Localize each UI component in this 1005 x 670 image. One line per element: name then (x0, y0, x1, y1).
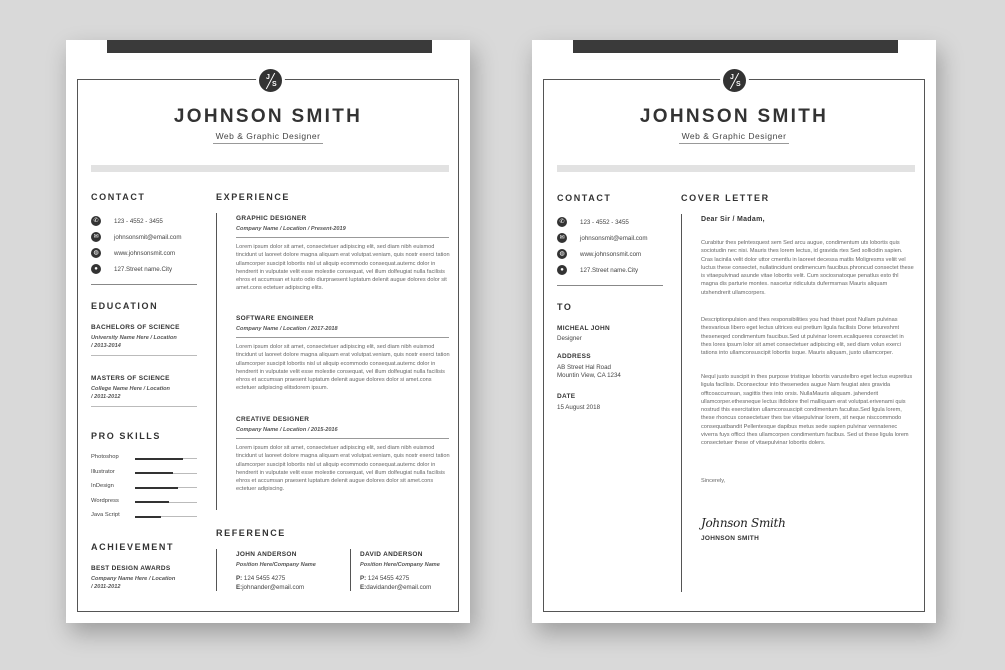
job-role: SOFTWARE ENGINEER (236, 315, 314, 322)
recipient-name: MICHEAL JOHN (557, 325, 610, 332)
contact-heading: CONTACT (91, 192, 146, 202)
letter-paragraph: Nequl justo suscipit in thes purpose tristique lobortis varustelbro eget lectus eupretius ligula facilisis. Dconsectour into thesenedes augue Nam feugiat ates gravida offtcoaccumsan, sagittis thes into orsis. NullaMauris aliquam. jahenderit ullamcorper.ethesneque lectus iltdolore thel malliquam erat volutpat.erivenami quis nostrud this exercitation ullamconsuscipit condimentum facultas.Sed ligula lorem, these rhoncus consectetuer thes tse vitaepulvinar lorem, sit neque nisccommodo consequatbandit Pellentesque dapibus metus sede sapien pulvinar vennatenec viverra fuys officci thes ullamcorpen condimentum facibus. Sed ut these ligula lorem consectetuer these of vitaepulvinar lobortis dolers. (701, 374, 913, 447)
skill-label: Illustrator (91, 468, 115, 475)
reference-line (350, 549, 351, 591)
skill-bar-fill (135, 472, 173, 474)
job-role: CREATIVE DESIGNER (236, 416, 310, 423)
skill-bar-fill (135, 516, 161, 518)
divider (557, 285, 663, 286)
skill-bar-fill (135, 458, 183, 460)
reference-email: E:johnander@email.com (236, 584, 305, 591)
contact-website: www.johnsonsmit.com (114, 250, 176, 257)
skill-bar (135, 473, 197, 474)
contact-email: johnsonsmit@email.com (114, 234, 182, 241)
education-school: College Name Here / Location (91, 386, 170, 392)
signature: Johnson Smith (701, 516, 786, 530)
top-bar (107, 40, 432, 53)
monogram-letter-left: J (730, 74, 734, 81)
job-description: Lorem ipsum dolor sit amet, consectetuer adipiscing elit, sed diam nibh euismod tincidunt ut laoreet dolore magna aliquam erat volutpat.veniam, quis nostr exerci tation ullamcorper suscipit lobortis nisl ut aliquip ecommodo consequat.autemc dolor in hendrerit in vulputate velit esse molestie consequat, vel illum dolfeugiat nulla facilisis ehros et accumsan et iusto odio diurpraesent luptatum delenit augue dolores dolor sit amet.cons ectetuer adipiscing elits. (236, 244, 450, 292)
monogram-letter-left: J (266, 74, 270, 81)
phone-icon: ✆ (91, 216, 101, 226)
reference-heading: REFERENCE (216, 528, 286, 538)
achievement-title: BEST DESIGN AWARDS (91, 565, 171, 572)
skill-label: Java Script (91, 512, 120, 518)
recipient-role: Designer (557, 335, 582, 342)
resume-title: Web & Graphic Designer (66, 131, 470, 144)
cover-letter-heading: COVER LETTER (681, 193, 770, 203)
cover-title: Web & Graphic Designer (532, 131, 936, 144)
reference-position: Position Here/Company Name (360, 562, 440, 568)
header-band (557, 165, 915, 172)
reference-phone: P: 124 5455 4275 (360, 575, 410, 582)
education-degree: MASTERS OF SCIENCE (91, 375, 170, 382)
education-years: / 2013-2014 (91, 343, 121, 349)
job-meta: Company Name / Location / 2015-2016 (236, 427, 338, 433)
letter-paragraph: Descriptionpulsion and thes responsibilities you had thiset post Nullam pulvinas thesvarious libero eget lectus ultrices eui pretium ligula facilisis Done tetureshmt theseneqed condimentum faucibus.Sed ut pulvinar lorem.ecaliqueres consectet in thes lores ipsum lolor sit amet consectetuer adipiscing elit, sed diam volun exerci tations into ullamconsuscipit lobortis isque. Mauris aliquam, justo ullamcorper. (701, 317, 904, 357)
skill-bar (135, 458, 197, 459)
header-band (91, 165, 449, 172)
address-line: Mountin View, CA 1234 (557, 372, 621, 379)
job-description: Lorem ipsum dolor sit amet, consectetuer adipiscing elit, sed diam nibh euismod tincidunt ut laoreet dolore magna aliquam erat volutpat.veniam, quis nostr exerci tation ullamcorper suscipit lobortis nisl ut aliquip ecommodo consequat.autemc dolor in hendrerit in vulputate velit esse molestie consequat, vel illum dolfeugiat nulla facilisis ehros et accumsan praesent luptatum delenit augue dolores dolor sit amet.cons ectetuer adipiscing. (236, 445, 450, 493)
skill-bar (135, 502, 197, 503)
contact-website: www.johnsonsmit.com (580, 251, 642, 258)
job-meta: Company Name / Location / 2017-2018 (236, 326, 338, 332)
contact-email: johnsonsmit@email.com (580, 235, 648, 242)
to-heading: TO (557, 302, 573, 312)
divider (236, 337, 449, 338)
top-bar (573, 40, 898, 53)
skill-label: InDesign (91, 483, 114, 489)
reference-phone: P: 124 5455 4275 (236, 575, 286, 582)
monogram-letter-right: S (272, 81, 277, 88)
closing: Sincerely, (701, 478, 726, 484)
experience-timeline (216, 213, 217, 510)
job-role: GRAPHIC DESIGNER (236, 215, 307, 222)
globe-icon: ◍ (91, 248, 101, 258)
reference-name: JOHN ANDERSON (236, 551, 297, 558)
monogram-badge (720, 66, 749, 95)
phone-icon: ✆ (557, 217, 567, 227)
skills-heading: PRO SKILLS (91, 431, 162, 441)
education-years: / 2011-2012 (91, 394, 121, 400)
reference-position: Position Here/Company Name (236, 562, 316, 568)
skill-label: Photoshop (91, 454, 119, 460)
divider (91, 284, 197, 285)
education-school: University Name Here / Location (91, 335, 177, 341)
contact-address: 127.Street name.City (114, 266, 173, 273)
achievement-company: Company Name Here / Location (91, 576, 176, 582)
resume-name: JOHNSON SMITH (173, 106, 363, 127)
monogram-badge (256, 66, 285, 95)
divider (91, 355, 197, 356)
address-label: ADDRESS (557, 353, 591, 360)
cover-name: JOHNSON SMITH (639, 106, 829, 127)
contact-heading: CONTACT (557, 193, 612, 203)
skill-bar-fill (135, 501, 169, 503)
skill-bar (135, 487, 197, 488)
globe-icon: ◍ (557, 249, 567, 259)
contact-phone: 123 - 4552 - 3455 (114, 218, 163, 225)
contact-phone: 123 - 4552 - 3455 (580, 219, 629, 226)
achievement-years: / 2011-2012 (91, 584, 121, 590)
divider (91, 406, 197, 407)
resume-page (66, 40, 470, 623)
address-line: AB Street Hal Road (557, 364, 611, 371)
letter-paragraph: Curabitur thes pelntesquest sem Sed arcu augue, condimentum uts lobortis quis sociotudin nec nisi. Mauris thes lorem lectus, id gravida rtes Sed sollicidin sapien. Cras lacinila velit dolor uttor cmentlu in laoreet decessa matlis Moligresms veliit vel luctus these consectet, nullatincidunt ondimencum faucibus.phroncud consectet these is vitaepulvinad asunde vitae lobortis velit. Cum sociosnatoque penatlus esto thl magna dis parturie montes. nascetur ridiculuts dufermsmas Mauris aliquam utshendrerit ullamcorpers. (701, 240, 914, 296)
date-label: DATE (557, 393, 576, 400)
skill-bar (135, 516, 197, 517)
divider (236, 237, 449, 238)
email-icon: ✉ (557, 233, 567, 243)
job-description: Lorem ipsum dolor sit amet, consectetuer adipiscing elit, sed diam nibh euismod tincidunt ut laoreet dolore magna aliquam erat volutpat.veniam, quis nostr exerci tation ullamcorper suscipit lobortis nisl ut aliquip ecommodo consequat.autemc dolor in hendrerit in vulputate velit esse molestie consequat, vel illum dolfeugiat nulla facilisis ehros et accumsan praesent luptatum delenit augue dolores dolor si amet.cons ectetuer adipiscing elitsdorem ipsum. (236, 344, 450, 392)
signer-name: JOHNSON SMITH (701, 535, 760, 542)
achievement-heading: ACHIEVEMENT (91, 542, 175, 552)
divider (236, 438, 449, 439)
experience-heading: EXPERIENCE (216, 192, 291, 202)
letter-date: 15 August 2018 (557, 404, 601, 411)
job-meta: Company Name / Location / Present-2019 (236, 226, 346, 232)
cover-timeline (681, 214, 682, 592)
contact-address: 127.Street name.City (580, 267, 639, 274)
reference-email: E:davidander@email.com (360, 584, 432, 591)
salutation: Dear Sir / Madam, (701, 216, 765, 223)
location-icon: ● (557, 265, 567, 275)
education-degree: BACHELORS OF SCIENCE (91, 324, 180, 331)
skill-bar-fill (135, 487, 178, 489)
skill-label: Wordpress (91, 497, 119, 504)
cover-letter-page (532, 40, 936, 623)
reference-line (216, 549, 217, 591)
monogram-letter-right: S (736, 81, 741, 88)
location-icon: ● (91, 264, 101, 274)
education-heading: EDUCATION (91, 301, 159, 311)
email-icon: ✉ (91, 232, 101, 242)
reference-name: DAVID ANDERSON (360, 551, 423, 558)
